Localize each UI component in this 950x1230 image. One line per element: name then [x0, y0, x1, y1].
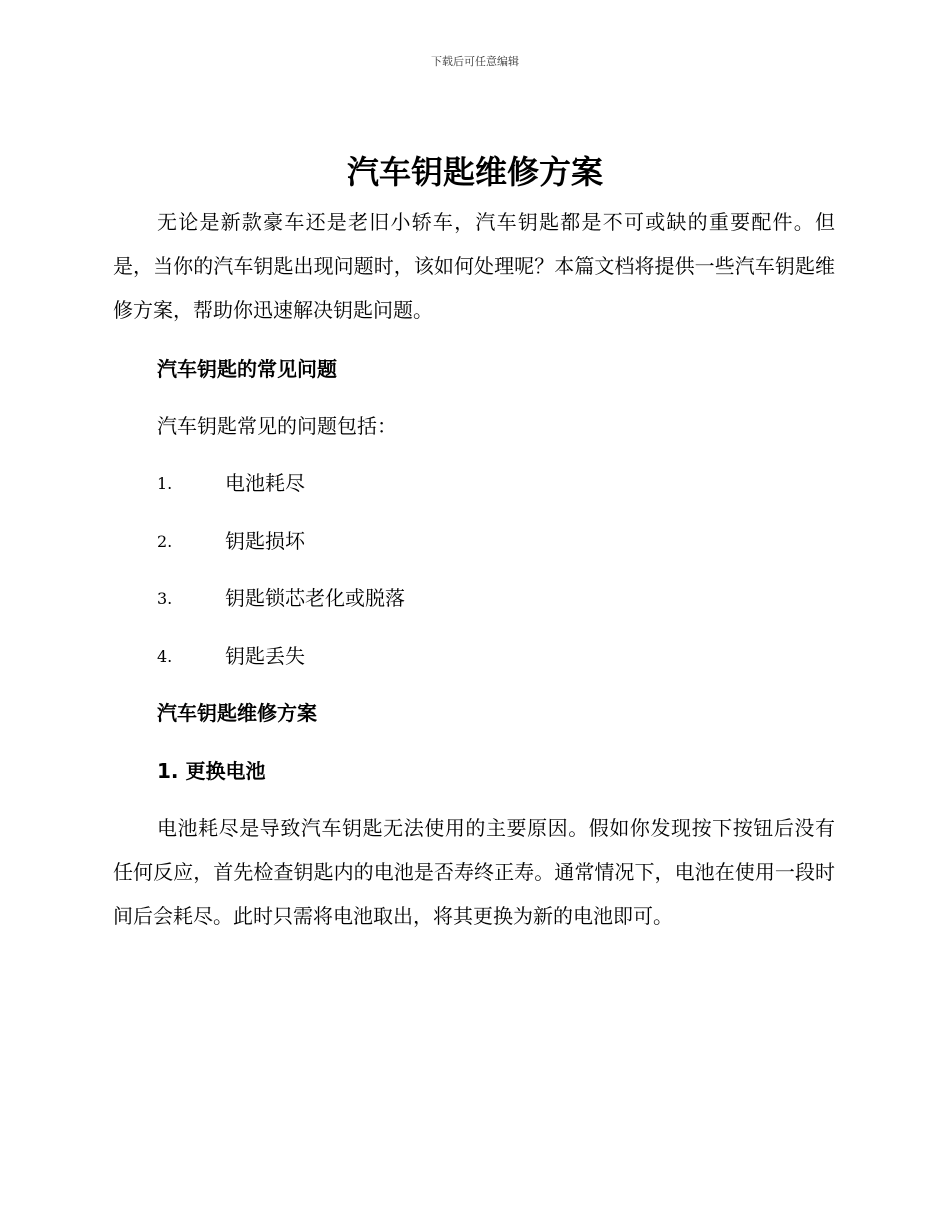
- list-item-text: 钥匙锁芯老化或脱落: [225, 586, 405, 610]
- list-item-number: 1.: [157, 474, 173, 493]
- subheading-replace-battery: 1. 更换电池: [157, 759, 266, 783]
- intro-paragraph: 无论是新款豪车还是老旧小轿车，汽车钥匙都是不可或缺的重要配件。但是，当你的汽车钥匙出现问题时，该如何处理呢？本篇文档将提供一些汽车钥匙维修方案，帮助你迅速解决钥匙问题。: [113, 210, 835, 322]
- common-problems-list: [157, 468, 405, 698]
- section-heading-common-problems: 汽车钥匙的常见问题: [157, 357, 337, 381]
- list-item-number: 4.: [157, 646, 173, 666]
- section-heading-repair-solutions: 汽车钥匙维修方案: [157, 701, 317, 725]
- list-item-number: 2.: [157, 531, 173, 551]
- list-item: [157, 583, 405, 641]
- battery-paragraph: 电池耗尽是导致汽车钥匙无法使用的主要原因。假如你发现按下按钮后没有任何反应，首先检查钥匙内的电池是否寿终正寿。通常情况下，电池在使用一段时间后会耗尽。此时只需将电池取出，将其更换为新的电池即可。: [113, 816, 835, 928]
- list-item-text: 钥匙丢失: [225, 643, 305, 668]
- page-header-note: 下载后可任意编辑: [431, 55, 519, 68]
- list-item-text: 钥匙损坏: [225, 528, 305, 553]
- list-item-number: 3.: [157, 589, 173, 608]
- list-item-text: 电池耗尽: [225, 471, 305, 495]
- document-title: 汽车钥匙维修方案: [346, 153, 603, 191]
- common-problems-lead: 汽车钥匙常见的问题包括：: [157, 414, 397, 438]
- list-item: [157, 526, 405, 584]
- list-item: [157, 468, 405, 526]
- list-item: [157, 641, 405, 699]
